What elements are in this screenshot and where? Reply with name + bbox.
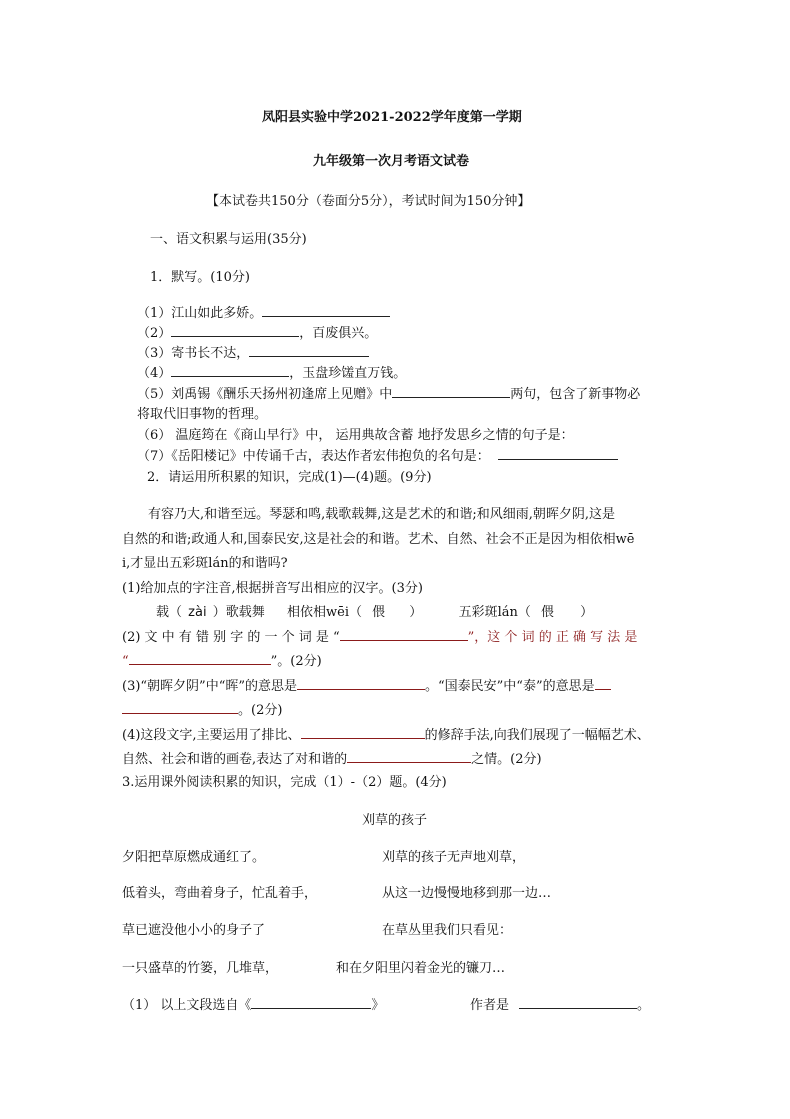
- poem-right-3: 在草丛里我们只看见：: [382, 923, 513, 938]
- q2-sub3-line1: [122, 675, 611, 694]
- q1-item-7: [137, 445, 618, 464]
- q2-sub2-b: ”，这 个 词 的 正 确 写 法 是: [467, 630, 638, 645]
- q2-sub1-f: ）: [580, 605, 594, 620]
- q2-sub2-line2: [122, 650, 322, 669]
- poem-right-1: 刈草的孩子无声地刈草，: [382, 850, 526, 865]
- answer-blank[interactable]: [262, 302, 390, 317]
- q2-sub1-pinyin-answer[interactable]: zài: [188, 605, 207, 620]
- q1-item-4-prefix: （4）: [137, 366, 172, 381]
- answer-blank[interactable]: [392, 383, 510, 398]
- q2-sub4-a: (4)这段文字,主要运用了排比、: [122, 728, 301, 743]
- q2-sub4-b: 的修辞手法,向我们展现了一幅幅艺术、: [424, 728, 650, 743]
- q2-sub1-b: ）歌载舞: [212, 605, 265, 620]
- q2-sub1-answers: [156, 601, 593, 620]
- poem-right-2: 从这一边慢慢地移到那一边…: [382, 886, 552, 901]
- answer-blank[interactable]: [519, 994, 637, 1009]
- poem-left-1: 夕阳把草原燃成通红了。: [122, 850, 266, 865]
- q2-sub2-c: “: [122, 654, 129, 669]
- poem-left-4: 一只盛草的竹篓，几堆草，: [122, 961, 279, 976]
- q1-item-4: [137, 362, 406, 381]
- q1-item-5-cont: 将取代旧事物的哲理。: [137, 407, 268, 422]
- poem-left-3: 草已遮没他小小的身子了: [122, 923, 266, 938]
- q1-item-6: （6） 温庭筠在《商山早行》中， 运用典故含蓄 地抒发思乡之情的句子是：: [137, 428, 574, 443]
- q1-item-1-text: （1）江山如此多娇。: [137, 306, 263, 321]
- question-2-label: 2．请运用所积累的知识，完成(1)—(4)题。(9分): [147, 470, 432, 485]
- q3-sub1-c: 作者是: [470, 998, 510, 1013]
- exam-note: 【本试卷共150分（卷面分5分），考试时间为150分钟】: [206, 194, 531, 209]
- q1-item-3: [137, 342, 369, 361]
- q3-sub1-b: 》: [371, 998, 385, 1013]
- answer-blank[interactable]: [129, 650, 271, 665]
- q3-sub1-a: （1） 以上文段选自《: [122, 998, 252, 1013]
- answer-blank[interactable]: [171, 322, 299, 337]
- q3-sub1: [122, 994, 384, 1013]
- q2-sub1-char-answer-2[interactable]: 偎: [541, 605, 555, 620]
- q2-sub4-c: 自然、社会和谐的画卷,表达了对和谐的: [122, 752, 348, 767]
- q1-item-4-suffix: ，玉盘珍馐直万钱。: [289, 366, 407, 381]
- q1-item-2: [137, 322, 377, 341]
- q3-sub1-author: [470, 994, 650, 1013]
- answer-blank[interactable]: [171, 362, 289, 377]
- answer-blank[interactable]: [122, 699, 238, 714]
- q2-sub2-line1: [122, 626, 637, 645]
- q2-sub1-d: ）: [409, 605, 423, 620]
- q2-sub1-a: 载（: [156, 605, 183, 620]
- answer-blank[interactable]: [498, 445, 618, 460]
- q2-sub4-line2: [122, 748, 542, 767]
- q2-sub1-char-answer-1[interactable]: 偎: [372, 605, 386, 620]
- answer-blank[interactable]: [347, 748, 471, 763]
- q1-item-7-text: （7）《岳阳楼记》中传诵千古，表达作者宏伟抱负的名句是：: [137, 449, 490, 464]
- answer-blank[interactable]: [251, 994, 371, 1009]
- q2-sub4-line1: [122, 724, 650, 743]
- q3-sub1-d: 。: [637, 998, 651, 1013]
- q2-sub3-b: 。“国泰民安”中“泰”的意思是: [425, 679, 595, 694]
- q2-sub3-line2: [122, 699, 282, 718]
- q1-item-2-suffix: ，百废俱兴。: [299, 326, 378, 341]
- poem-left-2: 低着头，弯曲着身子，忙乱着手，: [122, 886, 318, 901]
- answer-blank[interactable]: [595, 675, 611, 690]
- answer-blank[interactable]: [297, 675, 425, 690]
- q1-item-5-b: 两句，包含了新事物必: [510, 387, 641, 402]
- q2-sub2-a: (2) 文 中 有 错 别 字 的 一 个 词 是 “: [122, 630, 340, 645]
- q1-item-5: [137, 383, 640, 402]
- exam-school-title: 凤阳县实验中学2021-2022学年度第一学期: [262, 110, 522, 125]
- q1-item-1: [137, 302, 390, 321]
- question-1-label: 1．默写。(10分): [150, 270, 250, 285]
- q2-sub1-c: 相依相wēi（: [287, 605, 362, 620]
- q2-sub2-d: ”。(2分): [270, 654, 322, 669]
- question-3-label: 3.运用课外阅读积累的知识，完成（1）-（2）题。(4分): [122, 775, 447, 790]
- passage-line-3: i,才显出五彩斑lán的和谐吗?: [122, 556, 288, 571]
- section-heading: 一、语文积累与运用(35分): [150, 232, 307, 247]
- passage-line-2: 自然的和谐;政通人和,国泰民安,这是社会的和谐。艺术、自然、社会不正是因为相依相wē: [122, 532, 635, 547]
- answer-blank[interactable]: [249, 342, 369, 357]
- q2-sub1-e: 五彩斑lán（: [458, 605, 531, 620]
- poem-title: 刈草的孩子: [362, 813, 428, 828]
- poem-right-4: 和在夕阳里闪着金光的镰刀…: [336, 961, 506, 976]
- answer-blank[interactable]: [301, 724, 425, 739]
- q2-sub4-d: 之情。(2分): [471, 752, 542, 767]
- q2-sub3-a: (3)“朝晖夕阴”中“晖”的意思是: [122, 679, 297, 694]
- passage-line-1: 有容乃大,和谐至远。琴瑟和鸣,载歌载舞,这是艺术的和谐;和风细雨,朝晖夕阴,这是: [148, 507, 616, 522]
- q2-sub3-c: 。(2分): [238, 703, 283, 718]
- q1-item-3-text: （3）寄书长不达，: [137, 346, 250, 361]
- exam-paper-title: 九年级第一次月考语文试卷: [313, 154, 470, 169]
- q1-item-2-prefix: （2）: [137, 326, 172, 341]
- q1-item-5-a: （5）刘禹锡《酬乐天扬州初逢席上见赠》中: [137, 387, 393, 402]
- q2-sub1-label: (1)给加点的字注音,根据拼音写出相应的汉字。(3分): [122, 581, 423, 596]
- answer-blank[interactable]: [340, 626, 468, 641]
